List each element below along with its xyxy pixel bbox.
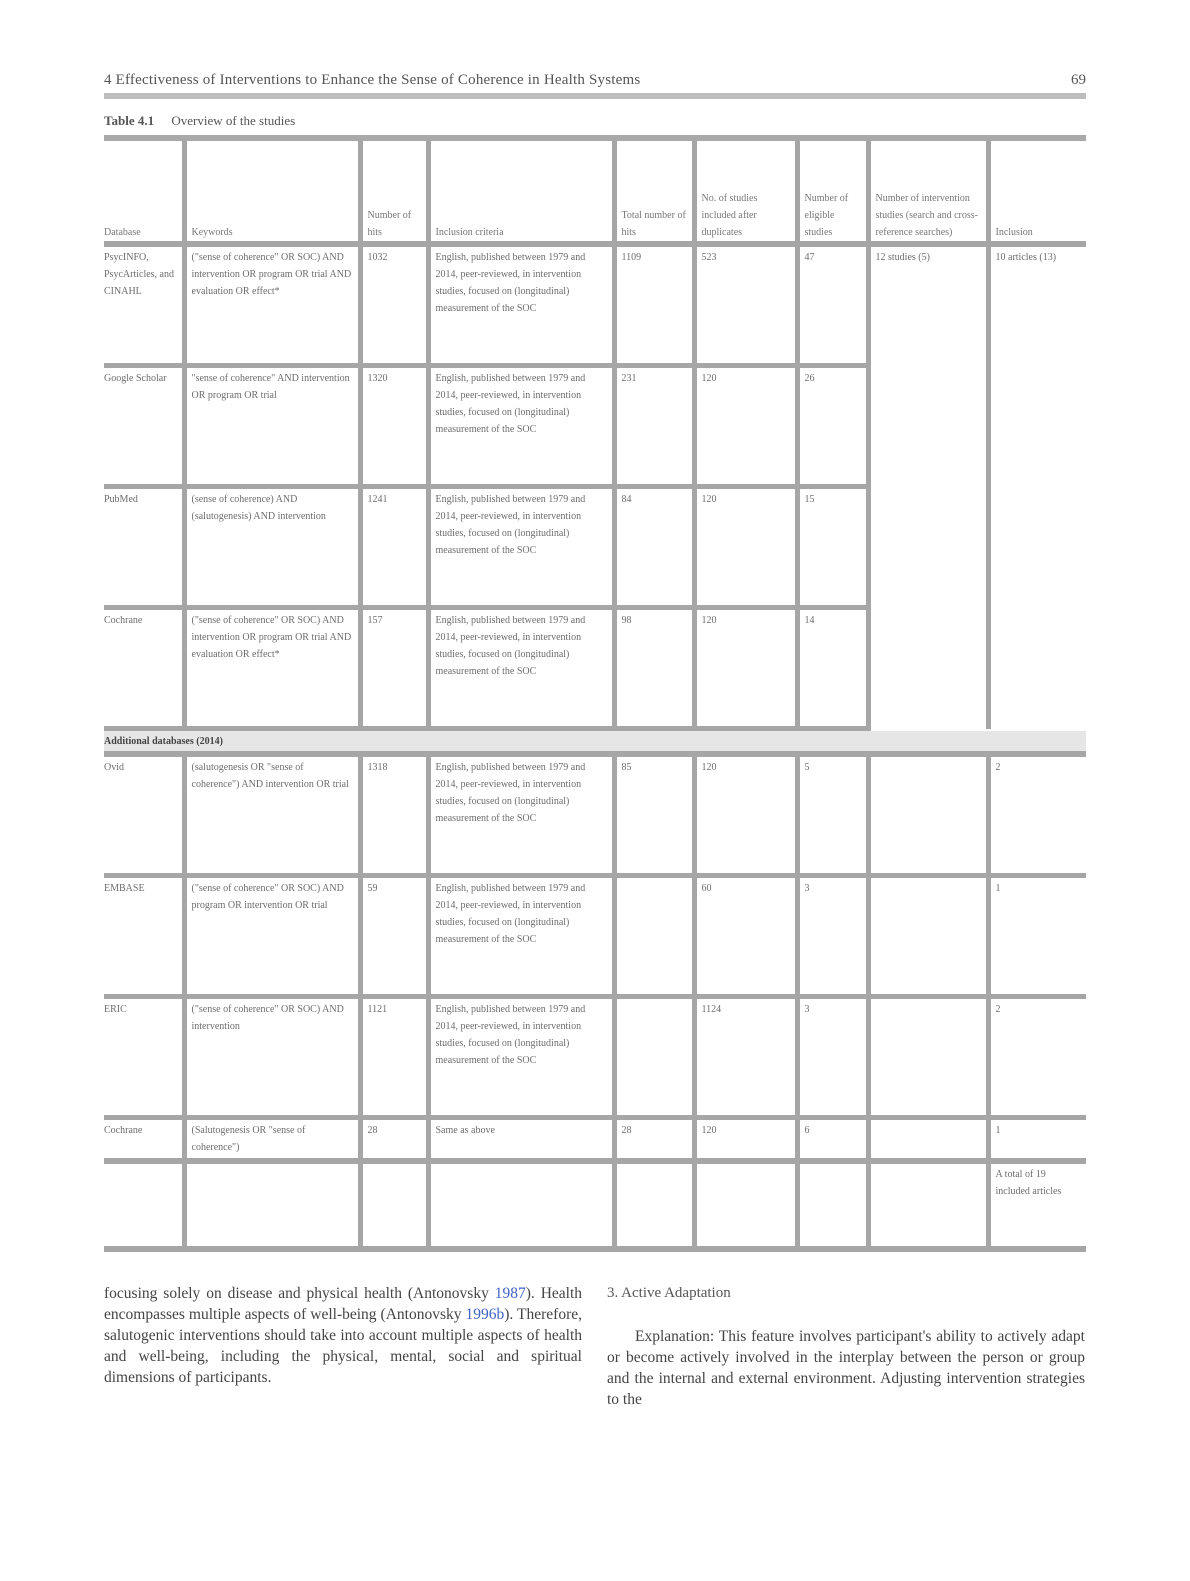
citation-link[interactable]: 1987 <box>494 1285 526 1302</box>
table-cell <box>868 487 988 608</box>
table-cell: 28 <box>360 1118 428 1162</box>
table-cell: 120 <box>694 1118 797 1162</box>
table-cell: 523 <box>694 244 797 366</box>
table-cell <box>104 1161 184 1249</box>
paragraph-text: ). Health encompasses multiple aspects of well-being (Antonovsky <box>104 1285 583 1323</box>
table-cell: 85 <box>614 754 694 876</box>
table-cell <box>360 1161 428 1249</box>
table-cell <box>428 1161 614 1249</box>
table-cell: 15 <box>797 487 868 608</box>
table-cell: 1 <box>988 876 1086 997</box>
column-header: Number of eligible studies <box>797 141 868 244</box>
table-cell: (Salutogenesis OR "sense of coherence") <box>184 1118 360 1162</box>
table-cell: English, published between 1979 and 2014, peer-reviewed, in intervention studies, focused on (longitudinal) measurement of the SOC <box>428 608 614 729</box>
table-cell: EMBASE <box>104 876 184 997</box>
table-cell: 47 <box>797 244 868 366</box>
citation-link[interactable]: 1996b <box>465 1306 505 1323</box>
table-cell <box>988 366 1086 487</box>
table-cell <box>868 608 988 729</box>
table-cell: ("sense of coherence" OR SOC) AND intervention OR program OR trial AND evaluation OR effect* <box>184 608 360 729</box>
table-cell <box>614 1161 694 1249</box>
table-cell: Same as above <box>428 1118 614 1162</box>
table-cell: Google Scholar <box>104 366 184 487</box>
table-row <box>104 608 1086 729</box>
table-cell: 1320 <box>360 366 428 487</box>
table-cell: Cochrane <box>104 608 184 729</box>
table-cell: 12 studies (5) <box>868 244 988 366</box>
table-cell <box>988 608 1086 729</box>
table-cell: (sense of coherence) AND (salutogenesis) AND intervention <box>184 487 360 608</box>
table-cell: English, published between 1979 and 2014, peer-reviewed, in intervention studies, focused on (longitudinal) measurement of the SOC <box>428 876 614 997</box>
table-cell: ("sense of coherence" OR SOC) AND intervention <box>184 997 360 1118</box>
table-cell: 2 <box>988 754 1086 876</box>
column-header: Inclusion <box>988 141 1086 244</box>
table-cell: 1241 <box>360 487 428 608</box>
column-header: No. of studies included after duplicates <box>694 141 797 244</box>
table-cell: Cochrane <box>104 1118 184 1162</box>
body-column-right <box>607 1283 1085 1410</box>
table-cell: 59 <box>360 876 428 997</box>
table-cell: Ovid <box>104 754 184 876</box>
table-cell: English, published between 1979 and 2014, peer-reviewed, in intervention studies, focused on (longitudinal) measurement of the SOC <box>428 487 614 608</box>
table-cell: (salutogenesis OR "sense of coherence") AND intervention OR trial <box>184 754 360 876</box>
table-cell: 2 <box>988 997 1086 1118</box>
table-caption-label: Table 4.1 <box>104 113 155 128</box>
table-cell <box>868 366 988 487</box>
table-cell: English, published between 1979 and 2014, peer-reviewed, in intervention studies, focused on (longitudinal) measurement of the SOC <box>428 754 614 876</box>
column-header: Keywords <box>184 141 360 244</box>
table-cell: ("sense of coherence" OR SOC) AND intervention OR program OR trial AND evaluation OR effect* <box>184 244 360 366</box>
table-cell: 3 <box>797 997 868 1118</box>
table-cell <box>868 1118 988 1162</box>
table-caption <box>104 113 295 129</box>
table-row <box>104 1118 1086 1162</box>
table-header-row <box>104 141 1086 244</box>
table-group-row <box>104 729 1086 755</box>
paragraph-text: ). Therefore, salutogenic interventions should take into account multiple aspects of health and well-being, including the physical, mental, social and spiritual dimensions of participants. <box>104 1306 582 1386</box>
table-cell: 1032 <box>360 244 428 366</box>
table-cell <box>868 1161 988 1249</box>
table-caption-text: Overview of the studies <box>171 113 296 128</box>
table-cell: English, published between 1979 and 2014, peer-reviewed, in intervention studies, focused on (longitudinal) measurement of the SOC <box>428 244 614 366</box>
table-cell <box>184 1161 360 1249</box>
table-cell: 14 <box>797 608 868 729</box>
paragraph-text: focusing solely on disease and physical health (Antonovsky <box>104 1285 495 1302</box>
table-cell <box>614 876 694 997</box>
table-cell: 28 <box>614 1118 694 1162</box>
table-cell <box>694 1161 797 1249</box>
table-row <box>104 366 1086 487</box>
table-cell: A total of 19 included articles <box>988 1161 1086 1249</box>
running-title: 4 Effectiveness of Interventions to Enhance the Sense of Coherence in Health Systems <box>104 72 641 88</box>
table-cell <box>614 997 694 1118</box>
table-cell: 26 <box>797 366 868 487</box>
table-cell: 120 <box>694 366 797 487</box>
table-cell: 60 <box>694 876 797 997</box>
table-cell: 1109 <box>614 244 694 366</box>
table-cell <box>868 754 988 876</box>
table-cell: 98 <box>614 608 694 729</box>
table-cell: 5 <box>797 754 868 876</box>
column-header: Total number of hits <box>614 141 694 244</box>
table-cell <box>797 1161 868 1249</box>
table-row <box>104 876 1086 997</box>
table-row <box>104 997 1086 1118</box>
table-cell: English, published between 1979 and 2014, peer-reviewed, in intervention studies, focused on (longitudinal) measurement of the SOC <box>428 366 614 487</box>
table-cell: 1121 <box>360 997 428 1118</box>
table-cell <box>868 997 988 1118</box>
table-cell: "sense of coherence" AND intervention OR program OR trial <box>184 366 360 487</box>
table-cell: ("sense of coherence" OR SOC) AND program OR intervention OR trial <box>184 876 360 997</box>
column-header: Database <box>104 141 184 244</box>
page-number: 69 <box>1071 72 1086 88</box>
table-cell: ERIC <box>104 997 184 1118</box>
table-row <box>104 1161 1086 1249</box>
table-cell: 3 <box>797 876 868 997</box>
column-header: Inclusion criteria <box>428 141 614 244</box>
table-cell: 120 <box>694 608 797 729</box>
table-row <box>104 244 1086 366</box>
table-row <box>104 754 1086 876</box>
table-cell: 1318 <box>360 754 428 876</box>
group-label: Additional databases (2014) <box>104 729 1086 755</box>
table-cell: 1124 <box>694 997 797 1118</box>
table-cell <box>988 487 1086 608</box>
table-cell: 157 <box>360 608 428 729</box>
table-cell: 120 <box>694 487 797 608</box>
table-cell: 1 <box>988 1118 1086 1162</box>
table-cell: English, published between 1979 and 2014, peer-reviewed, in intervention studies, focused on (longitudinal) measurement of the SOC <box>428 997 614 1118</box>
table-cell: 10 articles (13) <box>988 244 1086 366</box>
paragraph <box>104 1283 582 1388</box>
body-column-left <box>104 1283 582 1388</box>
column-header: Number of intervention studies (search and cross-reference searches) <box>868 141 988 244</box>
table-cell: PubMed <box>104 487 184 608</box>
section-heading: 3. Active Adaptation <box>607 1285 731 1301</box>
column-header: Number of hits <box>360 141 428 244</box>
header-rule <box>104 93 1086 99</box>
studies-table <box>104 141 1086 1252</box>
table-cell <box>868 876 988 997</box>
paragraph: Explanation: This feature involves participant's ability to actively adapt or become actively involved in the interplay between the person or group and the internal and external environment. Adjusting intervention strategies to the <box>607 1328 1085 1408</box>
table-cell: 84 <box>614 487 694 608</box>
table-cell: 6 <box>797 1118 868 1162</box>
table-cell: 231 <box>614 366 694 487</box>
table-cell: 120 <box>694 754 797 876</box>
table-row <box>104 487 1086 608</box>
page-header <box>104 68 1086 94</box>
table-cell: PsycINFO, PsycArticles, and CINAHL <box>104 244 184 366</box>
